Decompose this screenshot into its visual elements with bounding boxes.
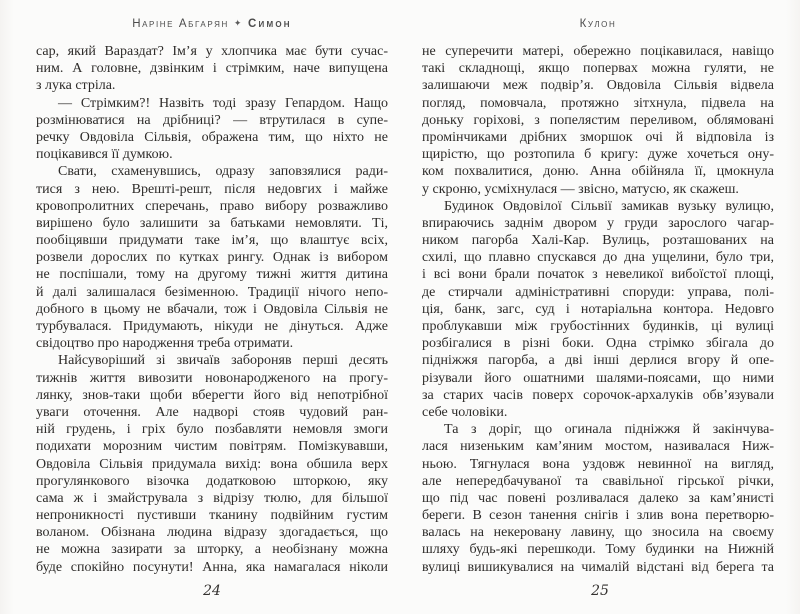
text-line: ком похвалитися, доню. Анна обійняла її, цмокнула	[422, 164, 774, 180]
text-line: не поспішали, тому на другому тижні життя дитина	[36, 267, 388, 283]
text-line: лянку, знов-таки щоби вберегти його від непотрібної	[36, 387, 388, 403]
text-line: з лука стріла.	[36, 78, 116, 94]
text-line: поцікавився її думкою.	[36, 147, 173, 163]
text-line: де стирчали адміністративні споруди: управа, полі-	[422, 284, 774, 300]
text-line: але непередбачуваної та свавільної гірської річки,	[422, 473, 774, 489]
text-line: що під час повені розливалася далеко за кам’янисті	[422, 490, 774, 506]
page-right	[400, 0, 800, 614]
text-line: промінчиками дрібних зморшок очі й відповіла із	[422, 129, 774, 145]
text-line: пообіцявши придумати таке ім’я, що влаштує всіх,	[36, 233, 388, 249]
text-line: турбувалася. Придумають, нікуди не дінуться. Адже	[36, 319, 388, 334]
text-line: добного в цьому не вбачали, тож і Овдовіла Сільвія не	[36, 301, 388, 317]
text-line: впираючись заднім двором у груди зарослого чагар-	[422, 215, 774, 231]
header-author: Наріне Абгарян	[132, 18, 229, 30]
text-line: тися з нею. Врешті-решт, після недовгих і майже	[36, 181, 388, 197]
text-line: Та з доріг, що огинала підніжжя й закінчува-	[444, 422, 774, 438]
text-line: проблукавши між грубостінних будинків, ці вулиці	[422, 319, 774, 334]
text-line: — Стрімким?! Назвіть тоді зразу Гепардом. Нащо	[58, 95, 388, 111]
header-book-title: Симон	[248, 18, 292, 30]
text-line: валась на некеровану лавину, що зносила на своєму	[422, 525, 774, 541]
text-line: буде спокійно посунути! Анна, яка намагалася ніколи	[36, 559, 388, 575]
page-number-left: 24	[203, 583, 221, 599]
text-line: прогулянкового візочка додатковою шторкою, яку	[36, 473, 388, 489]
text-line: такі складнощі, якщо попервах можна гуляти, не	[422, 61, 774, 77]
text-line: розбігалися в різні боки. Одна стрімко збігала до	[422, 336, 774, 352]
text-line: уваги оточення. Але надворі стояв чудовий ран-	[36, 404, 388, 420]
text-line: ній грудень, і гріх було позбавляти немовля змоги	[36, 422, 388, 438]
text-line: воланом. Обізнана людина відразу здогадається, що	[36, 525, 388, 541]
text-line: доньку горіхові, з попелястим переливом, облямовані	[422, 112, 774, 128]
text-line: ним. А головне, дзвінким і стрімким, наче випущена	[36, 61, 388, 77]
page-number-right: 25	[591, 583, 609, 599]
text-line: схилі, що плавно спускався до дна ущелини, було три,	[422, 250, 774, 266]
text-line: залишаючи меж подвір’я. Овдовіла Сільвія відвела	[422, 78, 774, 94]
text-line: непроникності пустивши тканину подвійним густим	[36, 508, 388, 524]
text-line: підніжжя пагорба, а дві інші дерлися вгору й опе-	[422, 353, 774, 369]
text-line: і всі вони брали початок з невеликої вибоїстої площі,	[422, 267, 774, 283]
text-line: не можна зазирати за шторку, а необізнану можна	[36, 542, 388, 558]
text-line: за старих часів поверх сорочок-архалуків обв’язували	[422, 387, 774, 403]
text-line: й далі залишалася безіменною. Традиції нічого непо-	[36, 284, 388, 300]
text-line: не суперечити матері, обережно поцікавилася, навіщо	[422, 44, 774, 59]
text-line: ньою. Тягнулася вона уздовж невинної на вигляд,	[422, 456, 774, 472]
text-line: Овдовіла Сільвія придумала вихід: вона обшила верх	[36, 456, 388, 472]
text-line: береги. В сезон танення снігів і злив вона перетворю-	[422, 508, 774, 524]
text-line: Свати, схаменувшись, одразу заповзялися ради-	[58, 164, 388, 180]
text-block-right	[422, 43, 774, 576]
text-line: вирішено було залишити за батьками немовляти. Ті,	[36, 215, 388, 231]
text-line: розмінюватися на дрібниці? — втрутилася в супе-	[36, 112, 388, 128]
text-line: тижнів життя вивозити новонародженого на прогу-	[36, 370, 388, 386]
text-line: щирістю, що розтопила б кригу: дуже хочеться ону-	[422, 147, 774, 163]
running-header-left	[36, 16, 388, 32]
text-line: у скроню, усміхнулася — звісно, матусю, як скажеш.	[422, 181, 739, 197]
running-header-right	[422, 16, 774, 32]
header-separator-icon: ✦	[233, 18, 244, 28]
text-line: себе чоловіки.	[422, 404, 508, 420]
text-line: ція, банк, загс, суд і нотаріальна контора. Недовго	[422, 301, 774, 317]
text-line: Найсуворіший зі звичаїв забороняв перші десять	[58, 353, 388, 369]
text-line: різували його ошатними шалями-поясами, що ними	[422, 370, 774, 386]
header-chapter-title: Кулон	[579, 18, 617, 30]
text-line: кровопролитних сперечань, право вибору розважливо	[36, 198, 388, 214]
text-line: шляху будь-які перешкоди. Тому будинки на Нижній	[422, 542, 774, 558]
text-line: лася низеньким кам’яним мостом, називалася Ниж-	[422, 439, 774, 455]
text-line: розвели дорослих по кутках рингу. Однак із вибором	[36, 250, 388, 266]
text-block-left	[36, 43, 388, 576]
text-line: свідоцтво про народження треба отримати.	[36, 336, 294, 352]
text-line: сар, який Вараздат? Ім’я у хлопчика має бути сучас-	[36, 44, 388, 59]
text-line: вулиці вишикувалися на чималій відстані від берега та	[422, 559, 774, 575]
text-line: Будинок Овдовілої Сільвії замикав вузьку вулицю,	[444, 198, 774, 214]
text-line: речку Овдовіла Сільвія, ображена тим, що ніхто не	[36, 129, 388, 145]
text-line: погляд, помовчала, протяжно зітхнула, підвела на	[422, 95, 774, 111]
text-line: ником пагорба Халі-Кар. Вулиць, розташованих на	[422, 233, 774, 249]
text-line: подихати морозним чистим повітрям. Помізкувавши,	[36, 439, 388, 455]
text-line: сама ж і змайструвала з відрізу тюлю, для більшої	[36, 490, 388, 506]
